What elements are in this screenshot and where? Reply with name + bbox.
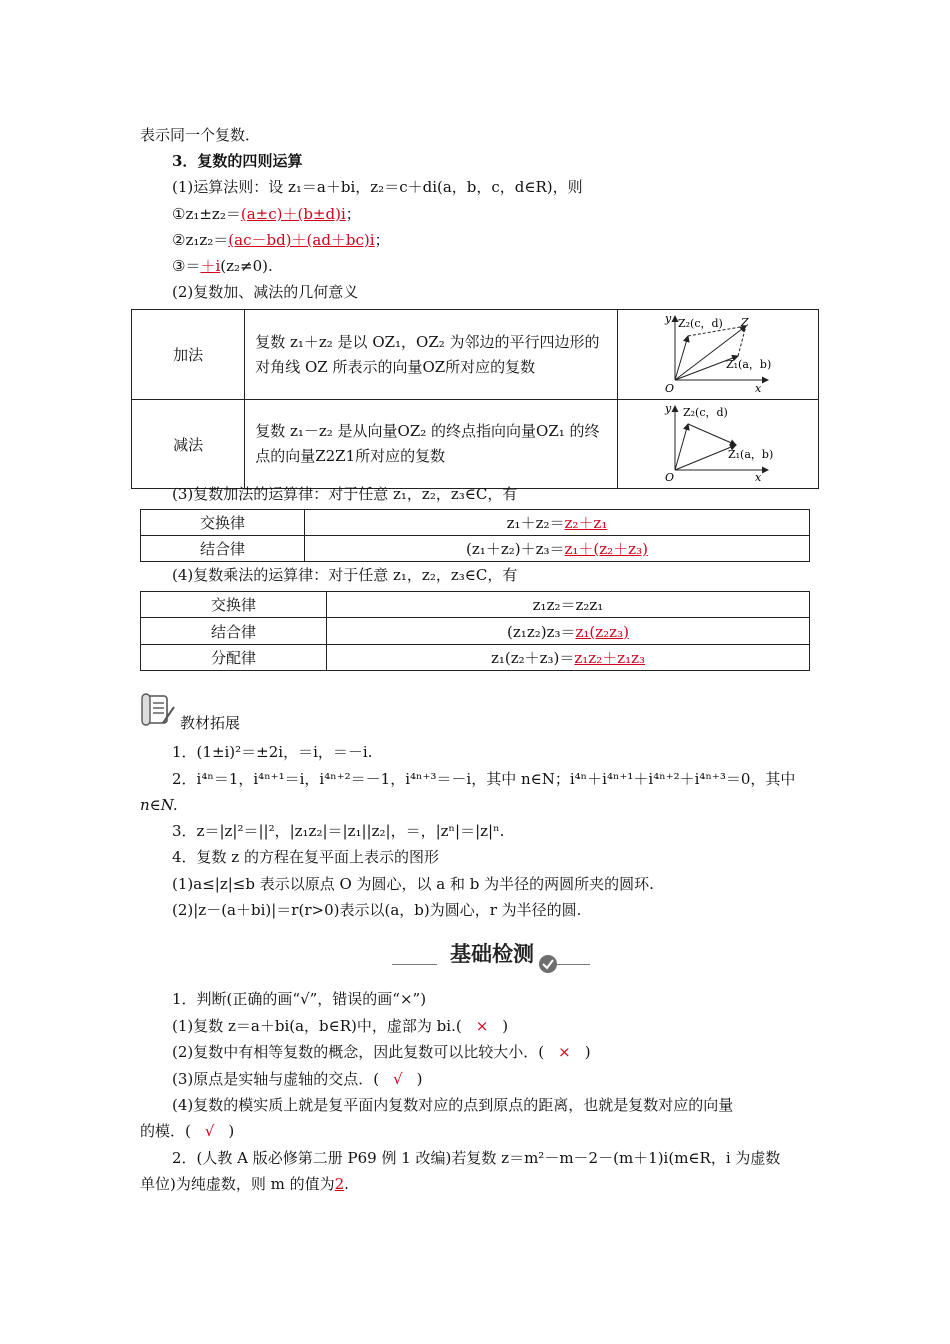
svg-text:O: O — [664, 471, 675, 484]
svg-text:Z₁(a，b): Z₁(a，b) — [725, 358, 772, 371]
banner-rule — [392, 964, 437, 965]
answer-blank: (ac－bd)＋(ad＋bc)i — [228, 231, 375, 249]
formula-line — [172, 229, 390, 251]
section-title: 基础检测 — [450, 942, 534, 966]
punct: ； — [345, 205, 361, 223]
answer-mark: √ — [204, 1122, 215, 1140]
formula-lhs: ①z₁±z₂＝ — [172, 205, 241, 223]
answer-blank: z₁z₂＋z₁z₃ — [574, 649, 646, 667]
extension-title: 教材拓展 — [180, 714, 241, 732]
text-line: n∈N. — [140, 796, 178, 814]
law-formula: (z₁z₂)z₃＝z₁(z₂z₃) — [327, 618, 810, 645]
svg-text:O: O — [664, 382, 675, 395]
question-text: 单位)为纯虚数，则 m 的值为2. — [140, 1175, 349, 1193]
law-name: 结合律 — [141, 536, 305, 562]
sub-description: 复数 z₁－z₂ 是从向量OZ₂ 的终点指向向量OZ₁ 的终 点的向量Z2Z1所对应的复数 — [245, 400, 618, 489]
answer-mark: × — [558, 1043, 571, 1061]
text-line: (4)复数乘法的运算律：对于任意 z₁，z₂，z₃∈C，有 — [172, 566, 518, 584]
law-name: 结合律 — [141, 618, 327, 645]
answer-mark: √ — [393, 1070, 403, 1088]
book-scroll-icon — [141, 693, 177, 727]
formula-line — [172, 255, 273, 277]
judgment-item: (4)复数的模实质上就是复平面内复数对应的点到原点的距离，也就是复数对应的向量 — [172, 1096, 734, 1114]
subtraction-figure — [618, 400, 818, 484]
text-line: (2)|z－(a＋bi)|＝r(r>0)表示以(a，b)为圆心，r 为半径的圆. — [172, 901, 582, 919]
formula-line — [172, 203, 361, 225]
text-line: (2)复数加、减法的几何意义 — [172, 283, 359, 301]
law-name: 交换律 — [141, 510, 305, 536]
answer-blank: z₁(z₂z₃) — [575, 622, 629, 641]
judgment-item: 的模．( √ ) — [140, 1122, 235, 1140]
text-line: (3)复数加法的运算律：对于任意 z₁，z₂，z₃∈C，有 — [172, 485, 518, 503]
sub-figure-cell — [617, 400, 818, 489]
judgment-item: (2)复数中有相等复数的概念，因此复数可以比较大小．( × ) — [172, 1043, 591, 1061]
judgment-item: (1)复数 z＝a＋bi(a，b∈R)中，虚部为 bi.( × ) — [172, 1017, 509, 1035]
text-line: 1．(1±i)²＝±2i，＝i，＝－i. — [172, 743, 373, 761]
add-description: 复数 z₁＋z₂ 是以 OZ₁，OZ₂ 为邻边的平行四边形的 对角线 OZ 所表示的向量OZ所对应的复数 — [245, 310, 618, 400]
svg-text:x: x — [754, 471, 762, 484]
punct: ； — [374, 231, 390, 249]
svg-text:Z: Z — [740, 316, 749, 329]
row-label-add: 加法 — [132, 310, 245, 400]
svg-text:Z₁(a，b): Z₁(a，b) — [727, 448, 774, 461]
law-formula: z₁＋z₂＝z₂＋z₁ — [305, 510, 810, 536]
add-figure-cell — [617, 310, 818, 400]
formula-lhs: ②z₁z₂＝ — [172, 231, 229, 249]
text-line: 表示同一个复数． — [140, 126, 261, 144]
text-line: (1)运算法则：设 z₁＝a＋bi，z₂＝c＋di(a，b，c，d∈R)，则 — [172, 178, 583, 196]
text-line: 3．z＝|z|²＝||²，|z₁z₂|＝|z₁||z₂|，＝，|zⁿ|＝|z|ⁿ. — [172, 822, 505, 840]
answer-mark: × — [475, 1017, 489, 1035]
section-heading: 3．复数的四则运算 — [172, 152, 303, 170]
condition: (z₂≠0). — [220, 257, 273, 275]
law-formula: z₁(z₂＋z₃)＝z₁z₂＋z₁z₃ — [327, 645, 810, 671]
svg-text:Z₂(c，d): Z₂(c，d) — [677, 317, 723, 330]
judgment-item: (3)原点是实轴与虚轴的交点．( √ ) — [172, 1070, 423, 1088]
text-line: 4．复数 z 的方程在复平面上表示的图形 — [172, 848, 439, 866]
svg-text:y: y — [664, 402, 672, 415]
multiplication-law-table — [140, 591, 810, 671]
answer-blank: z₂＋z₁ — [564, 514, 608, 532]
parallelogram-figure — [618, 310, 818, 395]
law-formula: z₁z₂＝z₂z₁ — [327, 592, 810, 618]
question-text: 1．判断(正确的画“√”，错误的画“×”) — [172, 990, 427, 1008]
formula-lhs: ③＝ — [172, 257, 201, 275]
law-name: 交换律 — [141, 592, 327, 618]
svg-text:x: x — [754, 382, 762, 395]
answer-blank: (a±c)＋(b±d)i — [240, 205, 346, 223]
svg-text:y: y — [664, 312, 672, 325]
answer-blank: 2 — [334, 1175, 345, 1193]
law-formula: (z₁＋z₂)＋z₃＝z₁＋(z₂＋z₃) — [305, 536, 810, 562]
text-line: 2．i⁴ⁿ＝1，i⁴ⁿ⁺¹＝i，i⁴ⁿ⁺²＝－1，i⁴ⁿ⁺³＝－i，其中 n∈N；i⁴ⁿ＋i⁴ⁿ⁺¹＋i⁴ⁿ⁺²＋i⁴ⁿ⁺³＝0，其中 — [172, 770, 796, 788]
question-text: 2．(人教 A 版必修第二册 P69 例 1 改编)若复数 z＝m²－m－2－(m＋1)i(m∈R，i 为虚数 — [172, 1149, 781, 1167]
svg-text:Z₂(c，d): Z₂(c，d) — [682, 406, 728, 419]
answer-blank: z₁＋(z₂＋z₃) — [564, 540, 648, 558]
text-line: (1)a≤|z|≤b 表示以原点 O 为圆心，以 a 和 b 为半径的两圆所夹的圆环. — [172, 875, 654, 893]
row-label-sub: 减法 — [132, 400, 245, 489]
check-badge-icon — [538, 954, 558, 974]
answer-blank: ＋i — [200, 257, 221, 275]
addition-law-table — [140, 509, 810, 562]
geometry-table — [131, 309, 819, 489]
section-banner — [392, 938, 590, 976]
law-name: 分配律 — [141, 645, 327, 671]
